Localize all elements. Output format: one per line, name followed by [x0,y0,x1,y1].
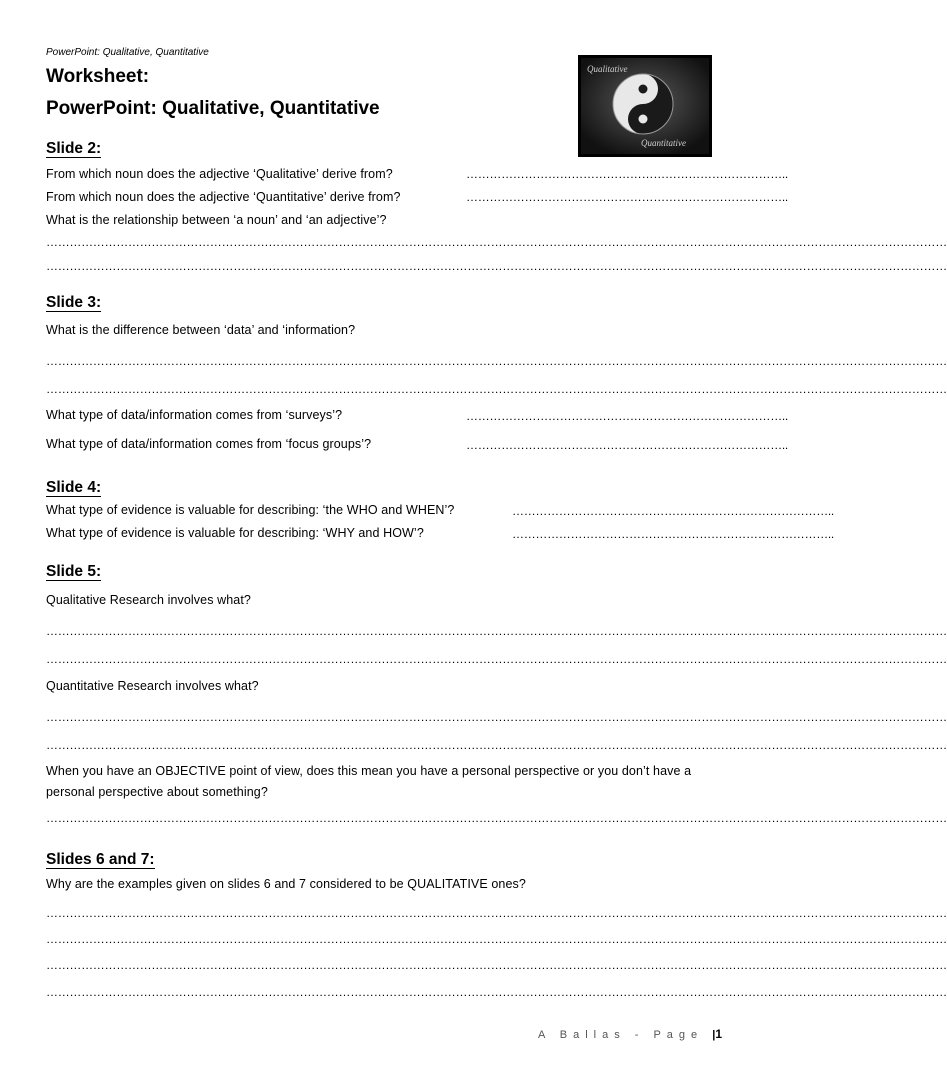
footer-author: A Ballas - Page [537,1029,704,1041]
answer-line[interactable]: …………………………………………………………………………………………………………………………………………………………………………………………………………… [46,652,947,666]
worksheet-subtitle: PowerPoint: Qualitative, Quantitative [46,98,380,119]
slide-2-heading: Slide 2: [46,140,102,157]
slide-3-heading: Slide 3: [46,294,102,311]
slide-3-question-3: What type of data/information comes from ‘focus groups’? [46,437,372,451]
answer-line[interactable]: …………………………………………………………………………………………………………………………………………………………………………………………………………… [46,235,947,249]
footer-separator: | [712,1029,716,1041]
answer-line[interactable]: …………………………………………………………………………………………………………………………………………………………………………………………………………… [46,624,947,638]
slide-5-question-3: When you have an OBJECTIVE point of view, does this mean you have a personal perspective or you don’t have a personal perspective about something? [46,764,692,799]
slide-3-question-2: What type of data/information comes from ‘surveys’? [46,408,343,422]
slide-2-answer-1[interactable]: ……………………………………………………………………….. [466,167,788,181]
slides-6-7-question-1: Why are the examples given on slides 6 and 7 considered to be QUALITATIVE ones? [46,877,526,891]
logo-bottom-text: Quantitative [641,138,686,148]
answer-line[interactable]: …………………………………………………………………………………………………………………………………………………………………………………………………………… [46,932,947,946]
yin-yang-logo [578,55,712,157]
slide-5-heading: Slide 5: [46,563,102,580]
logo-top-text: Qualitative [587,64,628,74]
slide-4-heading: Slide 4: [46,479,102,496]
answer-line[interactable]: …………………………………………………………………………………………………………………………………………………………………………………………………………… [46,906,947,920]
slide-4-answer-1[interactable]: ……………………………………………………………………….. [512,504,834,518]
slide-5-question-2: Quantitative Research involves what? [46,679,259,693]
slide-3-answer-3[interactable]: ……………………………………………………………………….. [466,438,788,452]
slides-6-7-heading: Slides 6 and 7: [46,851,155,868]
slide-3-answer-2[interactable]: ……………………………………………………………………….. [466,409,788,423]
worksheet-title: Worksheet: [46,66,150,87]
page-footer [538,1027,722,1041]
answer-line[interactable]: …………………………………………………………………………………………………………………………………………………………………………………………………………… [46,738,947,752]
slide-4-answer-2[interactable]: ……………………………………………………………………….. [512,527,834,541]
slide-2-question-3: What is the relationship between ‘a noun’ and ‘an adjective’? [46,213,387,227]
answer-line[interactable]: …………………………………………………………………………………………………………………………………………………………………………………………………………… [46,710,947,724]
answer-line[interactable]: …………………………………………………………………………………………………………………………………………………………………………………………………………… [46,985,947,999]
yin-yang-icon [579,56,711,156]
running-header: PowerPoint: Qualitative, Quantitative [46,47,209,58]
answer-line[interactable]: …………………………………………………………………………………………………………………………………………………………………………………………………………… [46,259,947,273]
answer-line[interactable]: …………………………………………………………………………………………………………………………………………………………………………………………………………… [46,958,947,972]
slide-2-question-1: From which noun does the adjective ‘Qualitative’ derive from? [46,167,393,181]
answer-line[interactable]: …………………………………………………………………………………………………………………………………………………………………………………………………………… [46,382,947,396]
answer-line[interactable]: …………………………………………………………………………………………………………………………………………………………………………………………………………… [46,354,947,368]
slide-5-question-1: Qualitative Research involves what? [46,593,251,607]
slide-4-question-2: What type of evidence is valuable for describing: ‘WHY and HOW’? [46,526,424,540]
answer-line[interactable]: …………………………………………………………………………………………………………………………………………………………………………………………………………… [46,811,947,825]
slide-2-question-2: From which noun does the adjective ‘Quantitative’ derive from? [46,190,401,204]
slide-3-question-1: What is the difference between ‘data’ and ‘information? [46,323,356,337]
slide-4-question-1: What type of evidence is valuable for describing: ‘the WHO and WHEN’? [46,503,455,517]
page-number: 1 [715,1027,722,1041]
slide-2-answer-2[interactable]: ……………………………………………………………………….. [466,190,788,204]
